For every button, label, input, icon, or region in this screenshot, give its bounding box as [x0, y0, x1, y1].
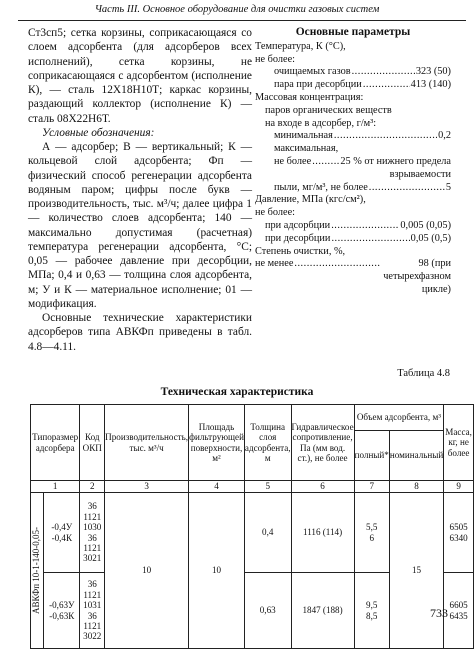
colnum: 6	[291, 481, 354, 493]
code-cell: 36 1121 1031 36 1121 3022	[80, 573, 105, 649]
group-label-cell	[31, 493, 44, 649]
header-volume: Объем адсорбента, м³	[354, 405, 444, 431]
header-rule	[18, 20, 466, 21]
param-value: 0,2	[438, 130, 451, 142]
param-value: 98 (при четырехфазном цикле)	[383, 258, 451, 295]
header-area: Площадь фильтрующей поверхности, м²	[189, 405, 245, 481]
param-steam-desorption	[255, 79, 451, 92]
param-value: 413 (140)	[410, 79, 451, 91]
paragraph-reference: Основные технические характеристики адсорберов типа АВКФп приведены в табл. 4.8—4.11.	[28, 312, 252, 353]
header-volume-full: полный*	[354, 431, 389, 481]
colnum: 9	[444, 481, 474, 493]
pressure-label: Давление, МПа (кгс/см²),	[255, 194, 366, 206]
group-label: АВКФп 10-1-140-0,05-	[31, 526, 41, 615]
volume-full-cell: 5,5 6	[354, 493, 389, 573]
header-volume-nominal: номинальный	[389, 431, 443, 481]
colnum: 2	[80, 481, 105, 493]
colnum: 5	[244, 481, 291, 493]
param-value: 323 (50)	[415, 66, 451, 78]
param-adsorption	[255, 220, 451, 233]
size-cell: -0,4У -0,4К	[44, 493, 80, 573]
area-cell: 10	[189, 493, 245, 649]
mass-cell: 6505 6340	[444, 493, 474, 573]
param-label: очищаемых газов	[274, 66, 351, 78]
maximal-label: максимальная,	[274, 143, 339, 155]
param-degree	[255, 258, 451, 296]
param-dust	[255, 182, 451, 195]
thickness-cell: 0,4	[244, 493, 291, 573]
volume-full-cell: 9,5 8,5	[354, 573, 389, 649]
header-thickness: Толщина слоя адсорбента, м	[244, 405, 291, 481]
param-value: 0,005 (0,05)	[400, 219, 451, 231]
header-code: Код ОКП	[80, 405, 105, 481]
param-label: не менее	[255, 258, 294, 270]
paragraph-legend: А — адсорбер; В — вертикальный; К — кольцевой слой адсорбента; Фп — физический способ регенерации адсорбента водяным паром; цифры после букв — производительность, тыс. м³/ч; далее цифра 1 — количество слоев адсорбента; 140 — максимально допустимая (расчетная) температура регенерации адсорбента, °С; 0,05 — рабочее давление при десорбции, МПа; 0,4 и 0,63 — толщина слоя адсорбента, м; У и К — материальное исполнение; 01 — модификация.	[28, 141, 252, 310]
param-minimal	[255, 130, 451, 143]
vapors-label: паров органических веществ	[265, 104, 392, 116]
header-mass: Масса, кг, не более	[444, 405, 474, 481]
param-value: 25 % от нижнего предела	[340, 155, 451, 167]
param-maximal	[255, 156, 451, 169]
paragraph-materials: Ст3сп5; сетка корзины, соприкасающаяся со слоем адсорбента (для адсорберов всех исполнений), сетка корзины, не соприкасающаяся с адсорбентом (исполнение К), — сталь 12Х18Н10Т; каркас корзины, раздающий коллектор (исполнение К) — сталь 08Х22Н6Т.	[28, 27, 252, 125]
colnum: 3	[105, 481, 189, 493]
volume-nominal-cell: 15	[389, 493, 443, 649]
resistance-cell: 1116 (114)	[291, 493, 354, 573]
characteristics-table	[30, 404, 474, 649]
thickness-cell: 0,63	[244, 573, 291, 649]
temp-label: Температура, К (°С),	[255, 40, 346, 52]
colnum: 1	[31, 481, 80, 493]
mass-conc-label: Массовая концентрация:	[255, 91, 364, 103]
table-row	[31, 493, 474, 573]
param-label: при адсорбции	[265, 219, 331, 231]
colnum: 4	[189, 481, 245, 493]
param-label: при десорбции	[265, 232, 331, 244]
param-label: не более	[274, 155, 312, 167]
param-desorption	[255, 233, 451, 246]
colnum: 7	[354, 481, 389, 493]
param-label: пыли, мг/м³, не более	[274, 181, 368, 193]
at-inlet-label: на входе в адсорбер, г/м³:	[265, 117, 377, 129]
degree-label: Степень очистки, %,	[255, 245, 346, 257]
param-purified-gas	[255, 66, 451, 79]
resistance-cell: 1847 (188)	[291, 573, 354, 649]
column-numbers-row	[31, 481, 474, 493]
param-value: 5	[445, 181, 451, 193]
header-resistance: Гидравлическое сопротивление, Па (мм вод. ст.), не более	[291, 405, 354, 481]
parameters-title: Основные параметры	[295, 26, 411, 38]
pressure-not-more: не более:	[255, 207, 296, 219]
param-label: минимальная	[274, 130, 333, 142]
explosive-label: взрываемости	[389, 168, 451, 180]
page-number: 733	[430, 606, 448, 620]
header-performance: Производительность, тыс. м³/ч	[105, 405, 189, 481]
parameters-block	[255, 26, 451, 297]
mass-cell: 6605 6435	[444, 573, 474, 649]
table-title: Техническая характеристика	[160, 386, 314, 398]
table-label: Таблица 4.8	[397, 368, 450, 379]
temp-not-more: не более:	[255, 53, 296, 65]
size-cell: -0,63У -0,63К	[44, 573, 80, 649]
performance-cell: 10	[105, 493, 189, 649]
param-value: 0,05 (0,5)	[410, 232, 451, 244]
left-column	[28, 26, 252, 354]
param-label: пара при десорбции	[274, 79, 362, 91]
colnum: 8	[389, 481, 443, 493]
legend-title: Условные обозначения:	[42, 126, 155, 139]
header-size: Типоразмер адсорбера	[31, 405, 80, 481]
code-cell: 36 1121 1030 36 1121 3021	[80, 493, 105, 573]
running-header: Часть III. Основное оборудование для очистки газовых систем	[94, 4, 380, 15]
